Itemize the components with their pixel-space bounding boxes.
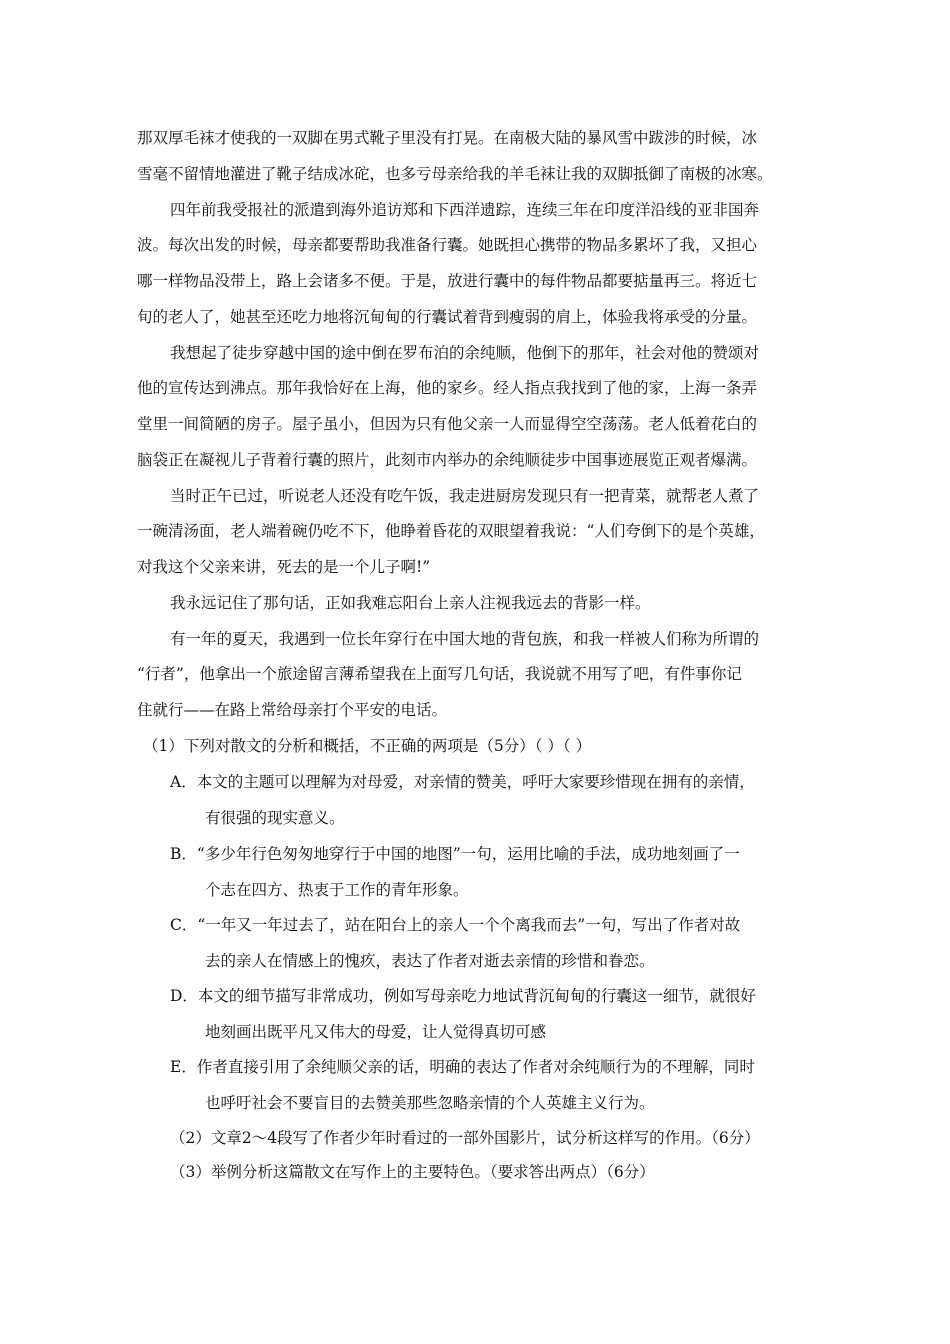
passage-line-10: 脑袋正在凝视儿子背着行囊的照片，此刻市内举办的余纯顺徒步中国事迹展览正观者爆满。: [137, 451, 758, 469]
passage-line-7: 我想起了徒步穿越中国的途中倒在罗布泊的余纯顺，他倒下的那年，社会对他的赞颂对: [170, 344, 760, 362]
passage-line-17: 住就行——在路上常给母亲打个平安的电话。: [137, 701, 448, 719]
question-1: （1）下列对散文的分析和概括，不正确的两项是（5分）（ ）（ ）: [143, 737, 592, 755]
question-2: （2）文章2～4段写了作者少年时看过的一部外国影片，试分析这样写的作用。（6分）: [170, 1129, 760, 1147]
passage-line-9: 堂里一间简陋的房子。屋子虽小，但因为只有他父亲一人而显得空空荡荡。老人低着花白的: [137, 415, 758, 433]
option-b-line-2: 个志在四方、热衷于工作的青年形象。: [205, 881, 469, 899]
passage-line-14: 我永远记住了那句话，正如我难忘阳台上亲人注视我远去的背影一样。: [170, 594, 651, 612]
passage-line-13: 对我这个父亲来讲，死去的是一个儿子啊!”: [137, 558, 431, 576]
option-b-line-1: B．“多少年行色匆匆地穿行于中国的地图”一句，运用比喻的手法，成功地刻画了一: [170, 845, 740, 863]
option-c-line-1: C．“一年又一年过去了，站在阳台上的亲人一个个离我而去”一句，写出了作者对故: [170, 916, 741, 934]
option-c-line-2: 去的亲人在情感上的愧疚，表达了作者对逝去亲情的珍惜和眷恋。: [205, 952, 655, 970]
option-a-line-2: 有很强的现实意义。: [205, 809, 345, 827]
passage-line-2: 雪毫不留情地灌进了靴子结成冰砣，也多亏母亲给我的羊毛袜让我的双脚抵御了南极的冰寒。: [137, 165, 773, 183]
question-3: （3）举例分析这篇散文在写作上的主要特色。（要求答出两点）（6分）: [170, 1163, 655, 1181]
passage-line-5: 哪一样物品没带上，路上会诸多不便。于是，放进行囊中的每件物品都要掂量再三。将近七: [137, 272, 758, 290]
option-e-line-2: 也呼吁社会不要盲目的去赞美那些忽略亲情的个人英雄主义行为。: [205, 1094, 655, 1112]
passage-line-16: “行者”，他拿出一个旅途留言薄希望我在上面写几句话，我说就不用写了吧，有件事你记: [137, 665, 742, 683]
passage-line-12: 一碗清汤面，老人端着碗仍吃不下，他睁着昏花的双眼望着我说：“人们夸倒下的是个英雄，: [137, 522, 765, 540]
option-e-line-1: E．作者直接引用了余纯顺父亲的话，明确的表达了作者对余纯顺行为的不理解，同时: [170, 1058, 755, 1076]
passage-line-3: 四年前我受报社的派遣到海外追访郑和下西洋遗踪，连续三年在印度洋沿线的亚非国奔: [170, 201, 760, 219]
passage-line-8: 他的宣传达到沸点。那年我恰好在上海，他的家乡。经人指点我找到了他的家，上海一条弄: [137, 379, 758, 397]
option-d-line-1: D．本文的细节描写非常成功，例如写母亲吃力地试背沉甸甸的行囊这一细节，就很好: [170, 987, 756, 1005]
passage-line-4: 波。每次出发的时候，母亲都要帮助我准备行囊。她既担心携带的物品多累坏了我，又担心: [137, 236, 758, 254]
option-a-line-1: A．本文的主题可以理解为对母爱，对亲情的赞美，呼吁大家要珍惜现在拥有的亲情，: [170, 773, 755, 791]
passage-line-15: 有一年的夏天，我遇到一位长年穿行在中国大地的背包族，和我一样被人们称为所谓的: [170, 630, 760, 648]
passage-line-11: 当时正午已过，听说老人还没有吃午饭，我走进厨房发现只有一把青菜，就帮老人煮了: [170, 487, 760, 505]
passage-line-1: 那双厚毛袜才使我的一双脚在男式靴子里没有打晃。在南极大陆的暴风雪中跋涉的时候，冰: [137, 129, 758, 147]
passage-line-6: 旬的老人了，她甚至还吃力地将沉甸甸的行囊试着背到瘦弱的肩上，体验我将承受的分量。: [137, 308, 758, 326]
option-d-line-2: 地刻画出既平凡又伟大的母爱，让人觉得真切可感: [205, 1023, 547, 1041]
